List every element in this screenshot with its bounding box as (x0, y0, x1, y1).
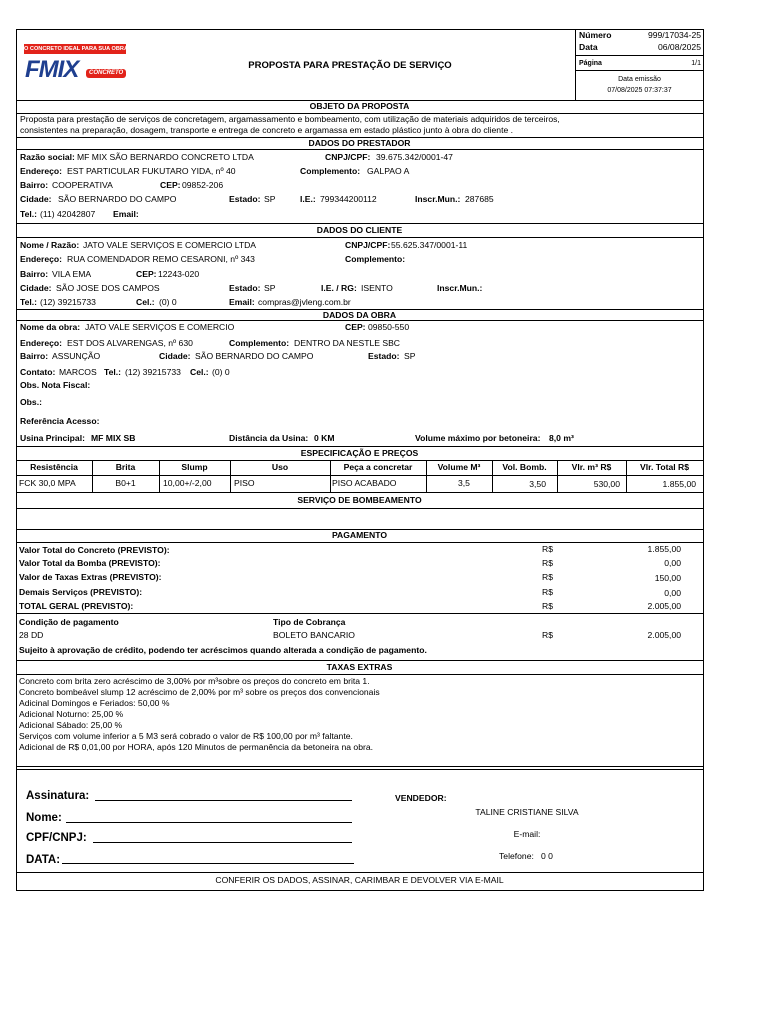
spec-col-header: Vol. Bomb. (502, 462, 547, 472)
condicao-total: 2.005,00 (647, 630, 681, 640)
prestador-inscr: 287685 (465, 194, 494, 204)
obra-nome: JATO VALE SERVIÇOS E COMERCIO (85, 322, 235, 332)
spec-cell-peca: PISO ACABADO (332, 478, 397, 488)
obra-usina: MF MIX SB (91, 433, 136, 443)
obra-vol: 8,0 m³ (549, 433, 574, 443)
data-line[interactable] (62, 863, 354, 864)
data-value: 06/08/2025 (657, 42, 701, 52)
emissao-value: 07/08/2025 07:37:37 (607, 87, 672, 94)
pagamento-item-label: Valor Total do Concreto (PREVISTO): (19, 545, 170, 555)
emissao-label: Data emissão (618, 76, 661, 83)
vendedor-email-label: E-mail: (513, 829, 541, 839)
vendedor-telefone: 0 0 (541, 851, 553, 861)
spec-col-header: Slump (181, 462, 208, 472)
cliente-cel-label: Cel.: (136, 297, 155, 307)
spec-cell-vol-bomb: 3,50 (529, 479, 546, 489)
spec-cell-uso: PISO (234, 478, 255, 488)
cliente-ie: ISENTO (361, 283, 393, 293)
obra-cidade-label: Cidade: (159, 351, 191, 361)
spec-cell-slump: 10,00+/-2,00 (163, 478, 212, 488)
obra-dist-label: Distância da Usina: (229, 433, 309, 443)
prestador-ie-label: I.E.: (300, 194, 316, 204)
pagamento-item-label: Valor de Taxas Extras (PREVISTO): (19, 572, 162, 582)
cliente-endereco-label: Endereço: (20, 254, 63, 264)
prestador-tel: (11) 42042807 (40, 209, 96, 219)
data-label: Data (579, 42, 598, 52)
cliente-cnpj-label: CNPJ/CPF: (345, 240, 391, 250)
cpf-line[interactable] (93, 842, 352, 843)
obra-cel: (0) 0 (212, 367, 230, 377)
prestador-endereco-label: Endereço: (20, 166, 63, 176)
credito-aviso: Sujeito à aprovação de crédito, podendo ter acréscimos quando alterada a condição de pagamento. (19, 645, 427, 655)
cliente-cel: (0) 0 (159, 297, 177, 307)
taxa-line: Adicional Noturno: 25,00 % (19, 709, 124, 719)
obra-nome-label: Nome da obra: (20, 322, 81, 332)
page-title: PROPOSTA PARA PRESTAÇÃO DE SERVIÇO (248, 60, 452, 71)
pagina-value: 1/1 (691, 60, 701, 67)
obra-compl: DENTRO DA NESTLE SBC (294, 338, 401, 348)
obra-tel: (12) 39215733 (125, 367, 181, 377)
vendedor-label: VENDEDOR: (395, 793, 447, 803)
condicao-currency: R$ (542, 630, 553, 640)
obra-vol-label: Volume máximo por betoneira: (415, 433, 541, 443)
prestador-tel-label: Tel.: (20, 209, 38, 219)
cliente-tel: (12) 39215733 (40, 297, 96, 307)
cpf-label: CPF/CNPJ: (26, 832, 87, 844)
obra-cep: 09850-550 (368, 322, 410, 332)
obra-bairro: ASSUNÇÃO (52, 351, 101, 361)
spec-col-header: Vlr. m³ R$ (571, 462, 612, 472)
cliente-nome: JATO VALE SERVIÇOS E COMERCIO LTDA (83, 240, 257, 250)
obra-usina-label: Usina Principal: (20, 433, 85, 443)
pagamento-total-label: TOTAL GERAL (PREVISTO): (19, 601, 134, 611)
cliente-cep: 12243-020 (158, 269, 200, 279)
cliente-cnpj: 55.625.347/0001-11 (391, 240, 468, 250)
pagamento-currency: R$ (542, 558, 553, 568)
prestador-razao: MF MIX SÃO BERNARDO CONCRETO LTDA (77, 152, 254, 162)
prestador-inscr-label: Inscr.Mun.: (415, 194, 461, 204)
obra-obs-label: Obs.: (20, 397, 42, 407)
pagamento-item-value: 0,00 (664, 558, 681, 568)
prestador-ie: 799344200112 (320, 194, 377, 204)
prestador-razao-label: Razão social: (20, 152, 75, 162)
prestador-endereco: EST PARTICULAR FUKUTARO YIDA, nº 40 (67, 166, 236, 176)
taxa-line: Adicinal Domingos e Feriados: 50,00 % (19, 698, 170, 708)
taxa-line: Concreto com brita zero acréscimo de 3,00% por m³sobre os preços do concreto em brita 1. (19, 676, 370, 686)
pagamento-currency: R$ (542, 601, 553, 611)
obra-tel-label: Tel.: (104, 367, 122, 377)
cliente-email-label: Email: (229, 297, 255, 307)
obra-dist: 0 KM (314, 433, 335, 443)
cliente-heading: DADOS DO CLIENTE (316, 225, 403, 235)
obra-endereco: EST DOS ALVARENGAS, nº 630 (67, 338, 193, 348)
obra-ref-label: Referência Acesso: (20, 416, 100, 426)
cobranca-value: BOLETO BANCARIO (273, 630, 355, 640)
spec-col-header: Volume M³ (437, 462, 481, 472)
objeto-line1: Proposta para prestação de serviços de concretagem, argamassamento e bombeamento, com utilização de materiais adquiridos de terceiros, (20, 114, 560, 124)
spec-col-header: Vlr. Total R$ (639, 462, 690, 472)
obra-cidade: SÃO BERNARDO DO CAMPO (195, 351, 314, 361)
prestador-compl-label: Complemento: (300, 166, 361, 176)
taxa-line: Adicional Sábado: 25,00 % (19, 720, 123, 730)
condicao-label: Condição de pagamento (19, 617, 119, 627)
vendedor-telefone-label: Telefone: (499, 851, 534, 861)
obra-obs-nota-label: Obs. Nota Fiscal: (20, 380, 91, 390)
cliente-compl-label: Complemento: (345, 254, 406, 264)
obra-contato: MARCOS (59, 367, 97, 377)
logo-subtext: CONCRETO (86, 69, 126, 78)
obra-estado: SP (404, 351, 416, 361)
prestador-cnpj: 39.675.342/0001-47 (376, 152, 453, 162)
assinatura-label: Assinatura: (26, 790, 90, 802)
numero-value: 999/17034-25 (647, 30, 701, 40)
pagamento-currency: R$ (542, 572, 553, 582)
spec-col-header: Uso (271, 462, 289, 472)
cliente-cep-label: CEP: (136, 269, 157, 279)
prestador-cep: 09852-206 (182, 180, 224, 190)
footer-instruction: CONFERIR OS DADOS, ASSINAR, CARIMBAR E DEVOLVER VIA E-MAIL (215, 875, 504, 885)
obra-bairro-label: Bairro: (20, 351, 49, 361)
nome-line[interactable] (66, 822, 352, 823)
logo-text: FMIX (25, 56, 79, 83)
cliente-estado-label: Estado: (229, 283, 261, 293)
objeto-line2: consistentes na preparação, dosagem, transporte e entrega de concreto e argamassa em estado plástico junto à obra do cliente . (20, 125, 514, 135)
bombeamento-heading: SERVIÇO DE BOMBEAMENTO (297, 495, 422, 505)
pagamento-currency: R$ (542, 544, 553, 554)
prestador-compl: GALPAO A (367, 166, 410, 176)
prestador-bairro: COOPERATIVA (52, 180, 113, 190)
cliente-ie-label: I.E. / RG: (321, 283, 357, 293)
obra-contato-label: Contato: (20, 367, 56, 377)
taxa-line: Serviços com volume inferior a 5 M3 será cobrado o valor de R$ 100,00 por m³ faltante. (19, 731, 353, 741)
obra-cel-label: Cel.: (190, 367, 209, 377)
numero-label: Número (579, 30, 612, 40)
pagamento-item-value: 1.855,00 (647, 544, 681, 554)
pagamento-item-value: 0,00 (664, 588, 681, 598)
taxas-heading: TAXAS EXTRAS (326, 662, 393, 672)
obra-endereco-label: Endereço: (20, 338, 63, 348)
cliente-bairro-label: Bairro: (20, 269, 49, 279)
prestador-cidade: SÃO BERNARDO DO CAMPO (58, 194, 177, 204)
obra-compl-label: Complemento: (229, 338, 290, 348)
vendedor-name: TALINE CRISTIANE SILVA (475, 807, 579, 817)
cliente-endereco: RUA COMENDADOR REMO CESARONI, nº 343 (67, 254, 255, 264)
prestador-estado-label: Estado: (229, 194, 261, 204)
objeto-heading: OBJETO DA PROPOSTA (309, 101, 410, 111)
pagamento-item-label: Valor Total da Bomba (PREVISTO): (19, 558, 161, 568)
spec-col-header: Brita (115, 462, 136, 472)
cliente-bairro: VILA EMA (52, 269, 92, 279)
spec-cell-resistencia: FCK 30,0 MPA (19, 478, 76, 488)
cliente-cidade-label: Cidade: (20, 283, 52, 293)
pagamento-currency: R$ (542, 587, 553, 597)
nome-label: Nome: (26, 812, 62, 824)
prestador-cidade-label: Cidade: (20, 194, 52, 204)
cliente-estado: SP (264, 283, 276, 293)
taxa-line: Adicional de R$ 0,01,00 por HORA, após 120 Minutos de permanência da betoneira na obra. (19, 742, 374, 752)
prestador-estado: SP (264, 194, 276, 204)
taxa-line: Concreto bombeável slump 12 acréscimo de 2,00% por m³ sobre os preços dos convencionais (19, 687, 380, 697)
prestador-email-label: Email: (113, 209, 139, 219)
data-label: DATA: (26, 854, 61, 866)
spec-cell-vlr-m3: 530,00 (593, 479, 620, 489)
spec-col-header: Peça a concretar (343, 462, 413, 472)
spec-col-header: Resistência (30, 462, 78, 472)
obra-heading: DADOS DA OBRA (322, 310, 397, 320)
pagina-label: Página (579, 60, 602, 67)
cliente-nome-label: Nome / Razão: (20, 240, 80, 250)
prestador-cnpj-label: CNPJ/CPF: (325, 152, 371, 162)
cliente-cidade: SÃO JOSE DOS CAMPOS (56, 283, 160, 293)
especificacao-heading: ESPECIFICAÇÃO E PREÇOS (300, 448, 419, 458)
spec-cell-vlr-total: 1.855,00 (662, 479, 696, 489)
pagamento-item-label: Demais Serviços (PREVISTO): (19, 587, 143, 597)
pagamento-total-value: 2.005,00 (647, 601, 681, 611)
prestador-bairro-label: Bairro: (20, 180, 49, 190)
spec-cell-volume: 3,5 (458, 478, 470, 488)
pagamento-item-value: 150,00 (654, 573, 681, 583)
cliente-inscr-label: Inscr.Mun.: (437, 283, 483, 293)
prestador-cep-label: CEP: (160, 180, 181, 190)
obra-estado-label: Estado: (368, 351, 400, 361)
assinatura-line[interactable] (95, 800, 352, 801)
logo-slogan: O CONCRETO IDEAL PARA SUA OBRA! (24, 46, 130, 52)
cobranca-label: Tipo de Cobrança (273, 617, 346, 627)
spec-cell-brita: B0+1 (115, 478, 136, 488)
condicao-value: 28 DD (19, 630, 44, 640)
company-logo (24, 44, 128, 88)
obra-cep-label: CEP: (345, 322, 366, 332)
prestador-heading: DADOS DO PRESTADOR (308, 138, 411, 148)
pagamento-heading: PAGAMENTO (331, 530, 388, 540)
cliente-email: compras@jvleng.com.br (258, 297, 351, 307)
cliente-tel-label: Tel.: (20, 297, 38, 307)
